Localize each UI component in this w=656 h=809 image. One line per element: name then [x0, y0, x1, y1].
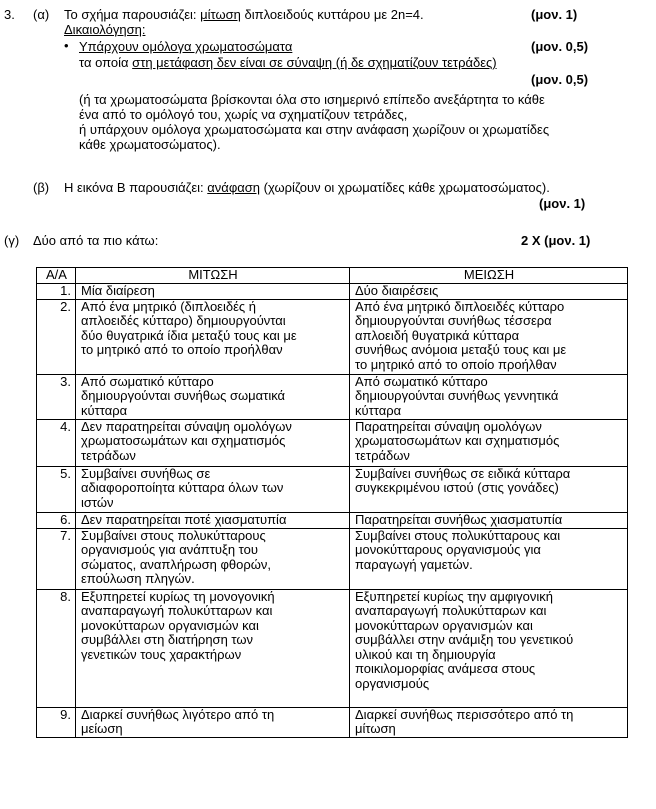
- meiosis-line: μίτωση: [355, 721, 396, 736]
- mitosis-line: ιστών: [81, 494, 114, 510]
- row-number: 4.: [37, 419, 76, 466]
- mitosis-line: Από σωματικό κύτταρο: [81, 373, 214, 389]
- mitosis-line: δύο θυγατρικά ίδια μεταξύ τους και με: [81, 327, 297, 343]
- part-a-rest: διπλοειδούς κυττάρου με 2n=4.: [244, 7, 424, 22]
- meiosis-line: αναπαραγωγή πολυκύτταρων και: [355, 603, 547, 618]
- part-b-term: ανάφαση: [207, 180, 261, 195]
- alternative-line-2: ένα από το ομόλογό του, χωρίς να σχηματίζουν τετράδες,: [79, 107, 408, 122]
- row-number: 9.: [37, 707, 76, 737]
- meiosis-line: Συμβαίνει στους πολυκύτταρους και: [355, 527, 561, 543]
- meiosis-cell: [350, 284, 628, 300]
- mitosis-cell: [76, 528, 350, 589]
- meiosis-line: μονοκύτταρων οργανισμών και: [355, 617, 533, 633]
- table-row: [37, 284, 628, 300]
- meiosis-line: συμβάλλει στην ανάμιξη του γενετικού: [355, 632, 574, 647]
- table-row: [37, 374, 628, 419]
- meiosis-line: συγκεκριμένου ιστού (στις γονάδες): [355, 480, 559, 495]
- meiosis-line: κύτταρα: [355, 402, 402, 418]
- meiosis-line: απλοειδή θυγατρικά κύτταρα: [355, 327, 520, 343]
- meiosis-line: Συμβαίνει συνήθως σε ειδικά κύτταρα: [355, 465, 571, 481]
- mitosis-cell: [76, 466, 350, 512]
- row-number: 7.: [37, 528, 76, 589]
- part-b-rest: (χωρίζουν οι χρωματίδες κάθε χρωματοσώματος).: [263, 180, 550, 195]
- meiosis-line: δημιουργούνται συνήθως τέσσερα: [355, 313, 552, 328]
- bullet-marks: (μον. 0,5): [531, 39, 589, 54]
- meiosis-line: το μητρικό από το οποίο προήλθαν: [355, 356, 557, 372]
- part-b-statement: [64, 181, 550, 196]
- mitosis-cell: [76, 707, 350, 737]
- meiosis-line: οργανισμούς: [355, 675, 430, 691]
- mitosis-line: επούλωση πληγών.: [81, 571, 195, 586]
- mitosis-line: Από ένα μητρικό (διπλοειδές ή: [81, 298, 257, 314]
- part-a-term: μίτωση: [200, 7, 241, 22]
- meiosis-line: Παρατηρείται σύναψη ομολόγων: [355, 418, 542, 434]
- mitosis-line: Συμβαίνει συνήθως σε: [81, 465, 211, 481]
- meiosis-cell: [350, 466, 628, 512]
- mitosis-line: Μία διαίρεση: [81, 283, 155, 298]
- mitosis-line: χρωματοσωμάτων και σχηματισμός: [81, 433, 286, 448]
- meiosis-cell: [350, 374, 628, 419]
- bullet-line: Υπάρχουν ομόλογα χρωματοσώματα: [79, 39, 293, 54]
- meiosis-line: χρωματοσωμάτων και σχηματισμός: [355, 433, 560, 448]
- row-number: 3.: [37, 374, 76, 419]
- mitosis-cell: [76, 299, 350, 374]
- part-b-lead: Η εικόνα Β παρουσιάζει:: [64, 180, 204, 195]
- mitosis-line: συμβάλλει στη διατήρηση των: [81, 632, 254, 647]
- table-row: [37, 589, 628, 707]
- mitosis-line: Δεν παρατηρείται ποτέ χιασματυπία: [81, 511, 287, 527]
- comparison-table: [36, 267, 628, 738]
- part-a-lead: Το σχήμα παρουσιάζει:: [64, 7, 197, 22]
- part-a-marks: (μον. 1): [531, 7, 578, 22]
- meiosis-line: μονοκύτταρους οργανισμούς για: [355, 542, 541, 557]
- part-a-statement: [64, 8, 424, 23]
- header-mitosis: ΜΙΤΩΣΗ: [76, 268, 350, 284]
- meiosis-line: Παρατηρείται συνήθως χιασματυπία: [355, 511, 563, 527]
- meiosis-cell: [350, 707, 628, 737]
- meiosis-line: δημιουργούνται συνήθως γεννητικά: [355, 388, 559, 403]
- meiosis-line: τετράδων: [355, 447, 410, 463]
- part-c-marks: 2 Χ (μον. 1): [521, 233, 591, 248]
- part-a-label: (α): [33, 7, 50, 22]
- meiosis-cell: [350, 299, 628, 374]
- mitosis-line: κύτταρα: [81, 402, 128, 418]
- mitosis-line: το μητρικό από το οποίο προήλθαν: [81, 342, 283, 357]
- meiosis-cell: [350, 419, 628, 466]
- alternative-line-1: (ή τα χρωματοσώματα βρίσκονται όλα στο ισημερινό επίπεδο ανεξάρτητα το κάθε: [79, 92, 545, 107]
- meiosis-cell: [350, 528, 628, 589]
- part-c-label: (γ): [4, 233, 20, 248]
- meiosis-cell: [350, 589, 628, 707]
- row-number: 8.: [37, 589, 76, 707]
- mitosis-line: αδιαφοροποίητα κύτταρα όλων των: [81, 480, 284, 495]
- meiosis-line: συνήθως ανόμοια μεταξύ τους και με: [355, 342, 567, 357]
- mitosis-line: απλοειδές κύτταρο) δημιουργούνται: [81, 313, 286, 328]
- header-meiosis: ΜΕΙΩΣΗ: [350, 268, 628, 284]
- meiosis-line: Διαρκεί συνήθως περισσότερο από τη: [355, 706, 574, 722]
- meiosis-line: Εξυπηρετεί κυρίως την αμφιγονική: [355, 588, 553, 604]
- table-row: [37, 512, 628, 528]
- alternative-line-3: ή υπάρχουν ομόλογα χρωματοσώματα και στην ανάφαση χωρίζουν οι χρωματίδες: [79, 122, 550, 137]
- mitosis-cell: [76, 374, 350, 419]
- row-number: 1.: [37, 284, 76, 300]
- table-row: [37, 707, 628, 737]
- mitosis-line: σώματος, αναπλήρωση φθορών,: [81, 556, 272, 572]
- table-row: [37, 528, 628, 589]
- row-number: 2.: [37, 299, 76, 374]
- mitosis-cell: [76, 284, 350, 300]
- justification-underlined: στη μετάφαση δεν είναι σε σύναψη (ή δε σχηματίζουν τετράδες): [132, 55, 497, 70]
- mitosis-line: Εξυπηρετεί κυρίως τη μονογονική: [81, 588, 275, 604]
- part-b-label: (β): [33, 180, 50, 195]
- mitosis-line: δημιουργούνται συνήθως σωματικά: [81, 388, 286, 403]
- mitosis-line: γενετικών τους χαρακτήρων: [81, 646, 242, 662]
- part-c-text: Δύο από τα πιο κάτω:: [33, 233, 159, 248]
- meiosis-line: ποικιλομορφίας ανάμεσα στους: [355, 661, 536, 676]
- meiosis-line: Δύο διαιρέσεις: [355, 283, 439, 298]
- row-number: 6.: [37, 512, 76, 528]
- justification-title: Δικαιολόγηση:: [64, 22, 146, 37]
- header-index: Α/Α: [37, 268, 76, 284]
- meiosis-cell: [350, 512, 628, 528]
- mitosis-line: Συμβαίνει στους πολυκύτταρους: [81, 527, 266, 543]
- table-header-row: [37, 268, 628, 284]
- meiosis-line: υλικού και τη δημιουργία: [355, 646, 496, 662]
- mitosis-line: μονοκύτταρων οργανισμών και: [81, 617, 259, 633]
- question-number: 3.: [4, 7, 15, 22]
- justification-lead: τα οποία: [79, 55, 129, 70]
- mitosis-cell: [76, 512, 350, 528]
- mitosis-line: οργανισμούς για ανάπτυξη του: [81, 542, 258, 557]
- mitosis-cell: [76, 589, 350, 707]
- mitosis-cell: [76, 419, 350, 466]
- mitosis-line: αναπαραγωγή πολυκύτταρων και: [81, 603, 273, 618]
- mitosis-line: μείωση: [81, 721, 123, 736]
- row-number: 5.: [37, 466, 76, 512]
- meiosis-line: Από ένα μητρικό διπλοειδές κύτταρο: [355, 298, 565, 314]
- table-row: [37, 466, 628, 512]
- mitosis-line: Δεν παρατηρείται σύναψη ομολόγων: [81, 418, 292, 434]
- justification-marks: (μον. 0,5): [531, 72, 589, 87]
- meiosis-line: Από σωματικό κύτταρο: [355, 373, 488, 389]
- mitosis-line: Διαρκεί συνήθως λιγότερο από τη: [81, 706, 275, 722]
- table-row: [37, 419, 628, 466]
- table-row: [37, 299, 628, 374]
- meiosis-line: παραγωγή γαμετών.: [355, 556, 473, 572]
- bullet-icon: •: [64, 38, 69, 53]
- part-b-marks: (μον. 1): [539, 196, 586, 211]
- table-body: [37, 284, 628, 738]
- alternative-line-4: κάθε χρωματοσώματος).: [79, 137, 221, 152]
- mitosis-line: τετράδων: [81, 447, 136, 463]
- justification-line: [79, 56, 497, 71]
